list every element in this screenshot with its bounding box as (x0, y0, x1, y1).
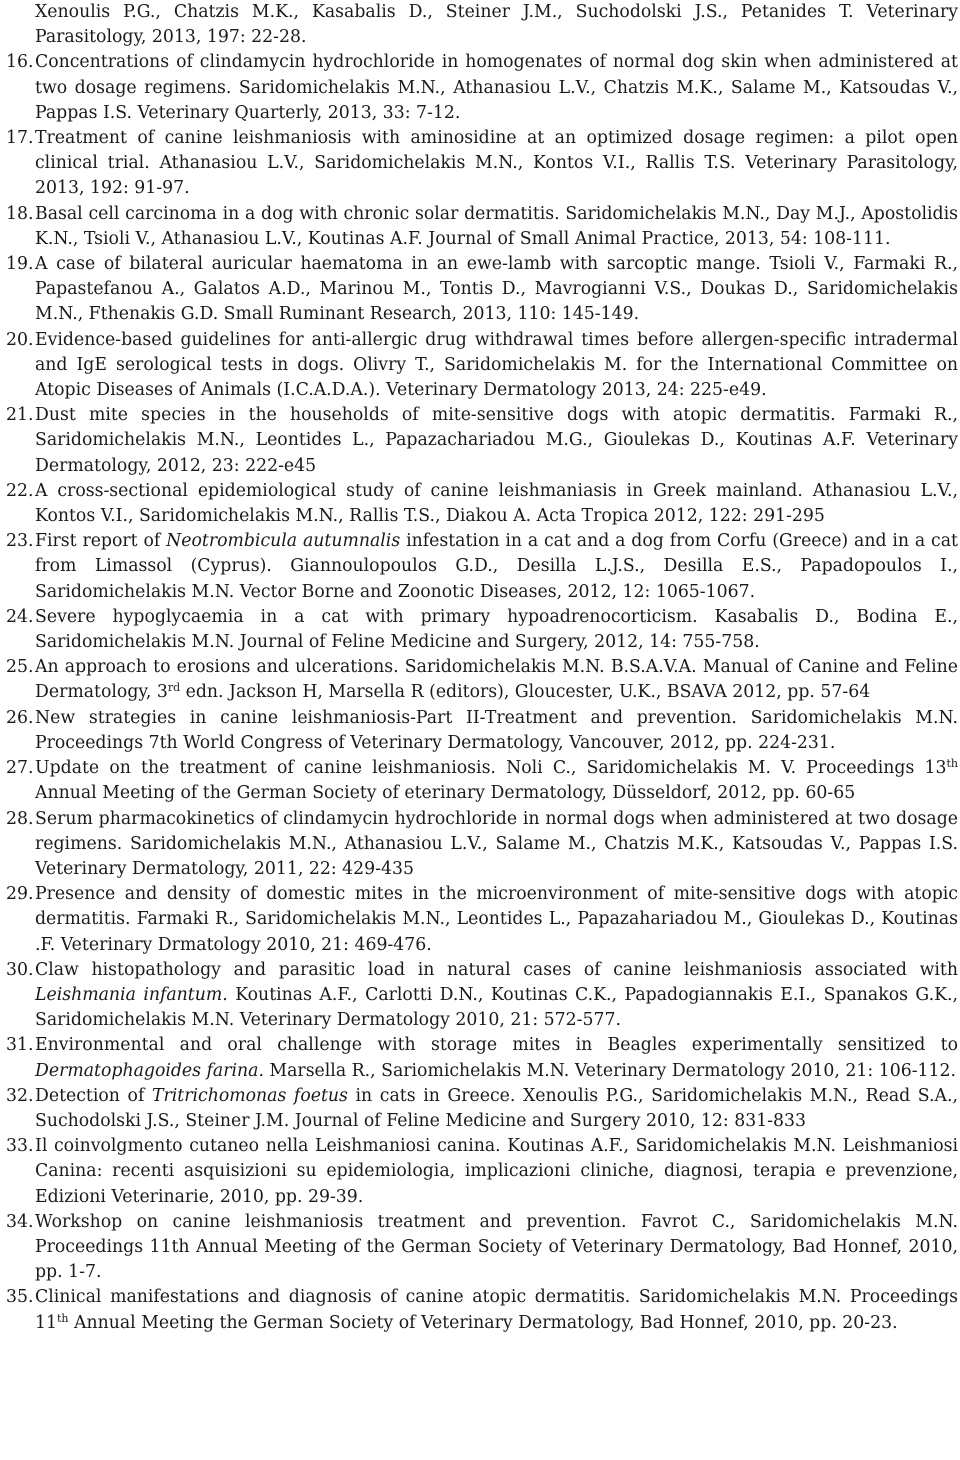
reference-item (6, 605, 958, 655)
reference-number: 33. (6, 1136, 34, 1157)
reference-text-part: Annual Meeting of the German Society of eterinary Dermatology, Düsseldorf, 2012, pp. 60-65 (35, 783, 856, 804)
reference-text: Basal cell carcinoma in a dog with chronic solar dermatitis. Saridomichelakis M.N., Day M.J., Apostolidis K.N., Tsioli V., Athanasiou L.V., Koutinas A.F. Journal of Small Animal Practice, 2013, 54: 108-111. (35, 203, 958, 249)
reference-number: 26. (6, 707, 34, 728)
reference-number: 35. (6, 1287, 34, 1308)
reference-number: 30. (6, 959, 34, 980)
reference-text: Dust mite species in the households of mite-sensitive dogs with atopic dermatitis. Farmaki R., Saridomichelakis M.N., Leontides L., Papazachariadou M.G., Gioulekas D., Koutinas A.F. Veterinary Dermatology, 2012, 23: 222-e45 (35, 405, 958, 476)
reference-text (35, 1285, 958, 1335)
reference-item (6, 479, 958, 529)
reference-item (6, 655, 958, 705)
reference-number: 24. (6, 606, 34, 627)
reference-text-part: edn. Jackson H, Marsella R (editors), Gloucester, U.K., BSAVA 2012, pp. 57-64 (180, 682, 871, 703)
reference-text-part: Marsella R., Sariomichelakis M.N. Veterinary Dermatology 2010, 21: 106-112. (263, 1060, 957, 1081)
reference-item (6, 1134, 958, 1210)
reference-number: 22. (6, 480, 34, 501)
reference-text (35, 958, 958, 1034)
reference-superscript: th (946, 757, 958, 771)
reference-text (35, 1084, 958, 1134)
reference-item (6, 706, 958, 756)
reference-italic-term: Neotrombicula autumnalis (166, 531, 401, 552)
reference-number: 31. (6, 1035, 34, 1056)
reference-number: 20. (6, 329, 34, 350)
reference-italic-term: Tritrichomonas foetus (151, 1085, 348, 1106)
reference-text: Treatment of canine leishmaniosis with aminosidine at an optimized dosage regimen: a pilot open clinical trial. Athanasiou L.V., Saridomichelakis M.N., Kontos V.I., Rallis T.S. Veterinary Parasitology, 2013, 192: 91-97. (35, 128, 958, 199)
reference-number: 29. (6, 884, 34, 905)
reference-text: Serum pharmacokinetics of clindamycin hydrochloride in normal dogs when administered at two dosage regimens. Saridomichelakis M.N., Athanasiou L.V., Salame M., Chatzis M.K., Katsoudas V., Pappas I.S. Veterinary Dermatology, 2011, 22: 429-435 (35, 808, 958, 879)
reference-number: 34. (6, 1211, 34, 1232)
reference-text-part: Annual Meeting the German Society of Veterinary Dermatology, Bad Honnef, 2010, pp. 20-23. (68, 1312, 898, 1333)
reference-item (6, 126, 958, 202)
reference-text-part: Clinical manifestations and diagnosis of canine atopic dermatitis. Saridomichelakis M.N. Proceedings 11 (35, 1287, 958, 1333)
reference-item (6, 882, 958, 958)
reference-item (6, 202, 958, 252)
reference-italic-term: Leishmania infantum. (35, 984, 228, 1005)
reference-number: 28. (6, 808, 34, 829)
reference-item (6, 252, 958, 328)
reference-list (6, 50, 958, 1335)
reference-page (6, 0, 958, 1336)
reference-number: 19. (6, 254, 34, 275)
reference-text-part: Update on the treatment of canine leishmaniosis. Noli C., Saridomichelakis M. V. Proceedings 13 (35, 758, 947, 779)
reference-item (6, 958, 958, 1034)
reference-item (6, 1084, 958, 1134)
reference-text-part: Environmental and oral challenge with storage mites in Beagles experimentally sensitized to (35, 1035, 958, 1056)
reference-number: 17. (6, 128, 34, 149)
reference-item (6, 50, 958, 126)
reference-text: Severe hypoglycaemia in a cat with primary hypoadrenocorticism. Kasabalis D., Bodina E., Saridomichelakis M.N. Journal of Feline Medicine and Surgery, 2012, 14: 755-758. (35, 606, 958, 653)
reference-number: 27. (6, 758, 34, 779)
reference-item (6, 807, 958, 883)
reference-text-part: An approach to erosions and ulcerations. Saridomichelakis M.N. B.S.A.V.A. Manual of Canine and Feline Dermatology, 3 (35, 657, 958, 703)
reference-item (6, 1285, 958, 1335)
reference-text-part: infestation in a cat and a dog from Corfu (Greece) and in a cat from Limassol (Cyprus). Giannoulopoulos G.D., Desilla L.J.S., Desilla E.S., Papadopoulos I., Saridomichelakis M.N. Vector Borne and Zoonotic Diseases, 2012, 12: 1065-1067. (35, 531, 958, 602)
reference-number: 32. (6, 1085, 34, 1106)
reference-italic-term: Dermatophagoides farina. (35, 1060, 264, 1081)
reference-number: 23. (6, 531, 34, 552)
reference-item (6, 756, 958, 806)
reference-item (6, 1033, 958, 1083)
reference-text-part: Koutinas A.F., Carlotti D.N., Koutinas C.K., Papadogiannakis E.I., Spanakos G.K., Saridomichelakis M.N. Veterinary Dermatology 2010, 21: 572-577. (35, 984, 959, 1031)
reference-number: 25. (6, 657, 34, 678)
continued-reference: Xenoulis P.G., Chatzis M.K., Kasabalis D., Steiner J.M., Suchodolski J.S., Petanides T. Veterinary Parasitology, 2013, 197: 22-28. (35, 2, 958, 48)
reference-number: 18. (6, 203, 34, 224)
reference-text: New strategies in canine leishmaniosis-Part II-Treatment and prevention. Saridomichelakis M.N. Proceedings 7th World Congress of Veterinary Dermatology, Vancouver, 2012, pp. 224-231. (35, 707, 958, 753)
reference-text: A case of bilateral auricular haematoma in an ewe-lamb with sarcoptic mange. Tsioli V., Farmaki R., Papastefanou A., Galatos A.D., Marinou M., Tontis D., Mavrogianni V.S., Doukas D., Saridomichelakis M.N., Fthenakis G.D. Small Ruminant Research, 2013, 110: 145-149. (35, 254, 958, 325)
reference-text: A cross-sectional epidemiological study of canine leishmaniasis in Greek mainland. Athanasiou L.V., Kontos V.I., Saridomichelakis M.N., Rallis T.S., Diakou A. Acta Tropica 2012, 122: 291-295 (35, 480, 958, 527)
reference-text: Presence and density of domestic mites in the microenvironment of mite-sensitive dogs with atopic dermatitis. Farmaki R., Saridomichelakis M.N., Leontides L., Papazahariadou M., Gioulekas D., Koutinas .F. Veterinary Drmatology 2010, 21: 469-476. (35, 884, 958, 955)
reference-number: 21. (6, 405, 34, 426)
reference-text (35, 1033, 958, 1083)
reference-text: Il coinvolgmento cutaneo nella Leishmaniosi canina. Koutinas A.F., Saridomichelakis M.N. Leishmaniosi Canina: recenti asquisizioni su epidemiologia, implicazioni cliniche, diagnosi, terapia e prevenzione, Edizioni Veterinarie, 2010, pp. 29-39. (35, 1136, 958, 1207)
reference-text: Evidence-based guidelines for anti-allergic drug withdrawal times before allergen-specific intradermal and IgE serological tests in dogs. Olivry T., Saridomichelakis M. for the International Committee on Atopic Diseases of Animals (I.C.A.D.A.). Veterinary Dermatology 2013, 24: 225-e49. (35, 329, 958, 401)
reference-superscript: th (57, 1311, 69, 1325)
reference-text-part: Detection of (35, 1085, 152, 1106)
reference-item (6, 529, 958, 605)
reference-item (6, 403, 958, 479)
reference-text-part: in cats in Greece. Xenoulis P.G., Saridomichelakis M.N., Read S.A., Suchodolski J.S., Steiner J.M. Journal of Feline Medicine and Surgery 2010, 12: 831-833 (35, 1085, 958, 1131)
reference-text: Concentrations of clindamycin hydrochloride in homogenates of normal dog skin when administered at two dosage regimens. Saridomichelakis M.N., Athanasiou L.V., Chatzis M.K., Salame M., Katsoudas V., Pappas I.S. Veterinary Quarterly, 2013, 33: 7-12. (35, 52, 958, 123)
reference-item (6, 328, 958, 404)
reference-text-part: Claw histopathology and parasitic load in natural cases of canine leishmaniosis associated with (35, 959, 958, 980)
reference-text-part: First report of (35, 531, 167, 552)
reference-text (35, 756, 958, 806)
reference-number: 16. (6, 52, 34, 73)
reference-text (35, 655, 958, 705)
reference-text: Workshop on canine leishmaniosis treatment and prevention. Favrot C., Saridomichelakis M.N. Proceedings 11th Annual Meeting of the German Society of Veterinary Dermatology, Bad Honnef, 2010, pp. 1-7. (35, 1211, 958, 1283)
reference-superscript: rd (167, 681, 181, 695)
reference-text (35, 529, 958, 605)
reference-item (6, 1210, 958, 1286)
